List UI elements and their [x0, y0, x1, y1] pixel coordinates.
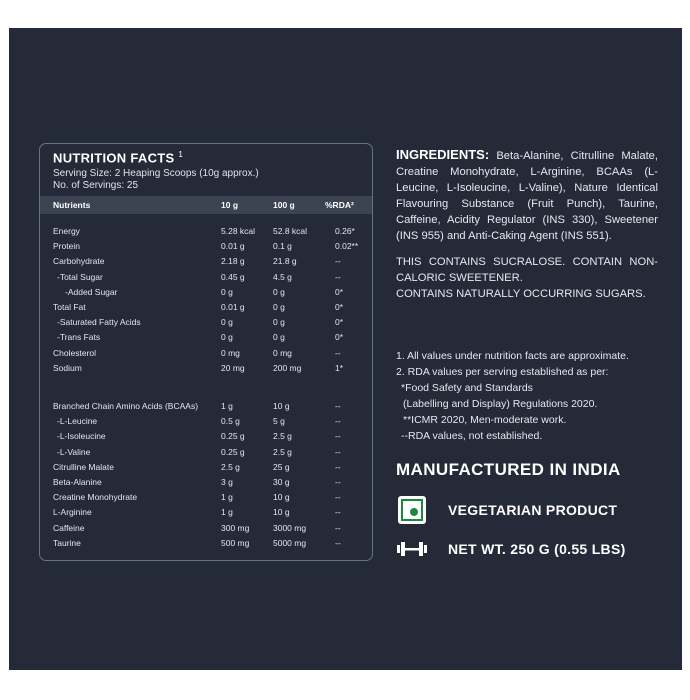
table-header [40, 196, 372, 214]
value-10g: 500 mg [221, 537, 250, 548]
value-100g: 0.1 g [273, 241, 292, 252]
value-100g: 3000 mg [273, 522, 307, 533]
table-row [40, 507, 372, 522]
nutrient-name: -L-Leucine [57, 416, 98, 427]
value-rda: 1* [335, 362, 344, 373]
nutrient-name: -L-Isoleucine [57, 431, 106, 442]
value-10g: 0 g [221, 317, 233, 328]
value-100g: 10 g [273, 492, 290, 503]
table-row [40, 226, 372, 241]
value-10g: 0.5 g [221, 416, 240, 427]
net-weight: NET WT. 250 G (0.55 LBS) [448, 541, 626, 557]
value-100g: 2.5 g [273, 431, 292, 442]
nutrient-name: -L-Valine [57, 446, 91, 457]
value-100g: 52.8 kcal [273, 226, 308, 236]
table-row [40, 492, 372, 507]
sucralose-warning: THIS CONTAINS SUCRALOSE. CONTAIN NON-CALORIC SWEETENER. [396, 256, 658, 284]
value-10g: 1 g [221, 401, 233, 411]
dumbbell-icon [396, 540, 428, 558]
nutrient-name: Creatine Monohydrate [53, 492, 138, 503]
nutrient-name: Sodium [53, 362, 82, 373]
value-10g: 0 g [221, 332, 233, 343]
nutrient-name: -Added Sugar [65, 286, 118, 297]
value-100g: 10 g [273, 401, 290, 411]
value-10g: 3 g [221, 477, 233, 487]
value-100g: 0 g [273, 332, 285, 343]
value-100g: 30 g [273, 477, 290, 487]
nutrition-facts-title: NUTRITION FACTS $^1$ [53, 150, 184, 166]
nutrition-facts-table [39, 143, 373, 561]
value-100g: 25 g [273, 461, 290, 472]
footnote-icmr: **ICMR 2020, Men-moderate work. [403, 414, 567, 426]
value-rda: -- [335, 446, 341, 457]
nutrient-name: -Total Sugar [57, 271, 103, 282]
value-rda: 0* [335, 286, 344, 297]
nutrient-name: Beta-Alanine [53, 477, 102, 487]
value-rda: 0* [335, 317, 344, 328]
footnotes [396, 348, 666, 444]
value-rda: -- [335, 256, 341, 267]
nutrient-name: Carbohydrate [53, 256, 105, 267]
nutrient-name: -Trans Fats [57, 332, 101, 343]
value-10g: 0.01 g [221, 302, 245, 312]
manufactured-in-india: MANUFACTURED IN INDIA [396, 460, 621, 479]
value-rda: -- [335, 477, 341, 487]
value-100g: 200 mg [273, 362, 302, 373]
value-rda: -- [335, 271, 341, 282]
value-rda: 0.02** [335, 241, 359, 252]
servings-count: No. of Servings: 25 [53, 180, 139, 191]
value-100g: 4.5 g [273, 271, 292, 282]
value-10g: 20 mg [221, 362, 245, 373]
header-100g: 100 g [273, 200, 295, 210]
nutrient-name: Cholesterol [53, 347, 96, 358]
table-row [40, 348, 372, 363]
value-10g: 5.28 kcal [221, 226, 256, 236]
vegetarian-icon [398, 496, 426, 524]
footnote-regulations: (Labelling and Display) Regulations 2020. [403, 398, 598, 410]
serving-size: Serving Size: 2 Heaping Scoops (10g approx.) [53, 168, 259, 179]
nutrient-name: -Saturated Fatty Acids [57, 317, 141, 328]
value-100g: 0 g [273, 286, 285, 297]
value-100g: 0 mg [273, 347, 292, 358]
nutrient-name: Caffeine [53, 522, 85, 533]
value-100g: 5 g [273, 416, 285, 427]
value-10g: 300 mg [221, 522, 250, 533]
value-100g: 2.5 g [273, 446, 292, 457]
table-row [40, 538, 372, 553]
table-row [40, 256, 372, 271]
value-rda: -- [335, 537, 341, 548]
value-rda: -- [335, 347, 341, 358]
value-10g: 1 g [221, 507, 233, 518]
table-row [40, 302, 372, 317]
nutrient-name: Taurine [53, 537, 81, 548]
value-10g: 1 g [221, 492, 233, 503]
value-rda: -- [335, 401, 341, 411]
nutrient-name: L-Arginine [53, 507, 92, 518]
header-rda: %RDA² [325, 200, 354, 210]
ingredients-label: INGREDIENTS: [396, 147, 490, 162]
ingredients-text: Beta-Alanine, Citrulline Malate, Creatine Monohydrate, L-Arginine, BCAAs (L-Leucine, L-Isoleucine, L-Valine), Nature Identical Flavouring Substance (Fruit Punch), Taurine, Caffeine, Acidity Regulator (INS 330), Sweetener (INS 955) and Anti-Caking Agent (INS 551). [396, 150, 659, 242]
table-row [40, 447, 372, 462]
value-rda: -- [335, 461, 341, 472]
value-10g: 0 g [221, 286, 233, 297]
header-nutrients: Nutrients [53, 200, 91, 210]
value-rda: 0* [335, 332, 344, 343]
table-row [40, 287, 372, 302]
table-row [40, 416, 372, 431]
value-100g: 21.8 g [273, 256, 297, 267]
value-100g: 5000 mg [273, 537, 307, 548]
value-100g: 0 g [273, 302, 285, 312]
value-rda: -- [335, 492, 341, 503]
value-10g: 0.25 g [221, 446, 245, 457]
vegetarian-label: VEGETARIAN PRODUCT [448, 502, 618, 518]
value-rda: -- [335, 507, 341, 518]
table-row [40, 241, 372, 256]
value-10g: 0.45 g [221, 271, 245, 282]
table-row [40, 462, 372, 477]
table-row [40, 363, 372, 378]
nutrient-name: Energy [53, 226, 80, 236]
ingredients-block [396, 147, 658, 302]
footnote-2: 2. RDA values per serving established as per: [396, 366, 609, 378]
value-100g: 10 g [273, 507, 290, 518]
value-100g: 0 g [273, 317, 285, 328]
table-row [40, 431, 372, 446]
header-10g: 10 g [221, 200, 239, 210]
nutrient-name: Total Fat [53, 302, 86, 312]
footnote-fssai: *Food Safety and Standards [401, 382, 533, 394]
value-rda: -- [335, 522, 341, 533]
value-rda: -- [335, 431, 341, 442]
nutrient-name: Branched Chain Amino Acids (BCAAs) [53, 401, 199, 411]
footnote-rda: --RDA values, not established. [401, 430, 543, 442]
value-10g: 0 mg [221, 347, 240, 358]
nutrient-name: Citrulline Malate [53, 461, 114, 472]
value-rda: 0* [335, 302, 344, 312]
table-row [40, 272, 372, 287]
table-row [40, 332, 372, 347]
value-10g: 2.5 g [221, 461, 240, 472]
value-10g: 2.18 g [221, 256, 245, 267]
value-10g: 0.25 g [221, 431, 245, 442]
value-rda: 0.26* [335, 226, 355, 236]
table-row [40, 523, 372, 538]
sugar-warning: CONTAINS NATURALLY OCCURRING SUGARS. [396, 288, 646, 300]
table-row [40, 477, 372, 492]
value-10g: 0.01 g [221, 241, 245, 252]
table-row [40, 317, 372, 332]
value-rda: -- [335, 416, 341, 427]
nutrient-name: Protein [53, 241, 80, 252]
table-row [40, 401, 372, 416]
footnote-1: 1. All values under nutrition facts are approximate. [396, 350, 629, 362]
